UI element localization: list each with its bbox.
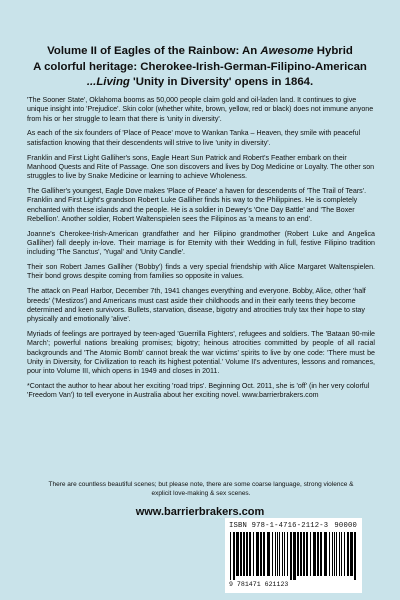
barcode-bar: [253, 532, 254, 576]
barcode-bar: [236, 532, 239, 576]
barcode-bar: [260, 532, 262, 576]
heading-line-3-text: 'Unity in Diversity' opens in 1864.: [129, 76, 314, 88]
barcode-bar: [230, 532, 231, 580]
cover-heading: [18, 44, 382, 91]
barcode-bar: [279, 532, 280, 576]
barcode-bar: [243, 532, 245, 576]
blurb-body: [27, 96, 375, 406]
barcode-bar: [282, 532, 283, 576]
isbn-number: ISBN 978-1-4716-2112-3: [229, 522, 329, 530]
heading-line-3-emphasis: ...Living: [86, 76, 130, 88]
barcode-bar: [303, 532, 305, 576]
barcode-bar: [347, 532, 349, 576]
heading-line-1: [18, 44, 382, 60]
barcode-bar: [334, 532, 335, 576]
barcode-bar: [287, 532, 288, 576]
barcode-bar: [277, 532, 278, 576]
barcode-bar: [329, 532, 330, 576]
barcode-bar: [354, 532, 356, 580]
website-link[interactable]: www.barrierbrakers.com: [135, 506, 265, 518]
barcode-bar: [256, 532, 259, 576]
barcode-bar: [275, 532, 276, 576]
barcode-bar: [233, 532, 235, 580]
barcode-bar: [293, 532, 296, 580]
content-warning-line-1: There are countless beautiful scenes; but please note, there are some coarse language, strong violence &: [48, 481, 354, 488]
barcode-bar: [300, 532, 302, 576]
heading-line-1-emphasis: Awesome: [260, 45, 314, 57]
barcode-bar: [249, 532, 251, 576]
barcode-bar: [339, 532, 340, 576]
heading-line-1-suffix: Hybrid: [313, 45, 353, 57]
barcode-bar: [297, 532, 299, 576]
barcode-bar: [310, 532, 311, 576]
paragraph-sooner-state: 'The Sooner State', Oklahoma booms as 50,000 people claim gold and oil-laden land. It continues to give unique insight into 'Prejudice'. Skin color (whether white, brown, yellow, red or black) does not immune anyone from his or her struggle to learn that there is 'unity in diversity'.: [27, 96, 374, 123]
isbn-label: [229, 522, 359, 530]
barcode-bar: [246, 532, 248, 576]
price-code: 90000: [334, 522, 357, 530]
paragraph-grandparents: Joanne's Cherokee-Irish-American grandfather and her Filipino grandmother (Robert Luke and Angelica Galliher) fall deeply in-love. Their marriage is for Eternity with their Wedding in full, festive Filipino tradition including 'The Sanctus', 'Yugal' and 'Unity Candle'.: [27, 229, 375, 257]
ean-digits: 9 781471 621123: [229, 581, 289, 588]
barcode-bar: [313, 532, 316, 576]
heading-line-2: A colorful heritage: Cherokee-Irish-German-Filipino-American: [33, 60, 367, 73]
paragraph-founders: As each of the six founders of 'Place of Peace' move to Wankan Tanka – Heaven, they smile with peaceful satisfaction knowing that their descendents will strive to live 'unity in diversity'.: [27, 129, 361, 147]
barcode-panel: [225, 518, 362, 593]
barcode-bar: [332, 532, 333, 576]
content-warning: [27, 481, 375, 498]
heading-line-3: [18, 75, 382, 91]
barcode-bar: [317, 532, 319, 576]
paragraph-eagle-dove: The Galliher's youngest, Eagle Dove makes 'Place of Peace' a haven for descendents of 'The Trail of Tears'. Franklin and First Light's grandson Robert Luke Galliher finds his way to the Philippines. He is completely enchanted with these islands and the people. He is a soldier in Dewey's 'One Day Battle' and 'The Boxer Rebellion'. Another soldier, Robert Waltenspielen sees the Filipinos as 'a means to an end'.: [27, 186, 367, 223]
barcode-bar: [350, 532, 353, 576]
paragraph-contact-author: *Contact the author to hear about her exciting 'road trips'. Beginning Oct. 2011, she is 'off' (in her very colorful 'Freedom Van') to tell everyone in Australia about her exciting novel. www.barrierbrakers.com: [27, 382, 370, 400]
barcode-bars: [229, 532, 358, 580]
barcode-bar: [267, 532, 270, 576]
barcode-bar: [336, 532, 337, 576]
content-warning-line-2: explicit love-making & sex scenes.: [151, 489, 251, 497]
barcode-bar: [341, 532, 342, 576]
paragraph-manhood-quests: Franklin and First Light Galliher's sons, Eagle Heart Sun Patrick and Robert's Feather embark on their Manhood Quests and Rite of Passage. One son discovers and lives by Dog Medicine or Loyalty. The other son struggles to live by Snake Medicine or learning to achieve Wholeness.: [27, 153, 375, 181]
paragraph-bobby: Their son Robert James Galliher ('Bobby') finds a very special friendship with Alice Margaret Waltenspielen. Their bond grows despite coming from families so opposite in values.: [27, 263, 375, 281]
barcode-bar: [290, 532, 292, 580]
barcode-bar: [324, 532, 327, 576]
barcode-bar: [263, 532, 265, 576]
heading-line-1-text: Volume II of Eagles of the Rainbow: An: [47, 45, 261, 57]
barcode-bar: [284, 532, 285, 576]
barcode-bar: [240, 532, 242, 576]
barcode-bar: [344, 532, 345, 576]
paragraph-myriads: Myriads of feelings are portrayed by teen-aged 'Guerrilla Fighters', refugees and soldiers. The 'Bataan 90-mile March'; powerful nations breaking promises; bigotry; heinous atrocities committed by people of all racial backgrounds and 'The Atomic Bomb' cannot break the war victims' spirits to live by one code: 'There must be Unity in Diversity, for Civilization to reach its highest potential.' Volume II's adventures, lessons and romances, pour into Volume III, which opens in 1949 and closes in 2011.: [27, 329, 375, 376]
barcode-bar: [272, 532, 273, 576]
barcode-bar: [320, 532, 322, 576]
paragraph-pearl-harbor: The attack on Pearl Harbor, December 7th, 1941 changes everything and everyone. Bobby, Alice, other 'half breeds' ('Mestizos') and Americans must cast aside their childhoods and in their early teens they become determined and keen survivors. Bullets, starvation, disease, bigotry and atrocities truly tax their hope to stay physically and emotionally 'alive'.: [27, 287, 366, 324]
barcode-bar: [306, 532, 308, 576]
